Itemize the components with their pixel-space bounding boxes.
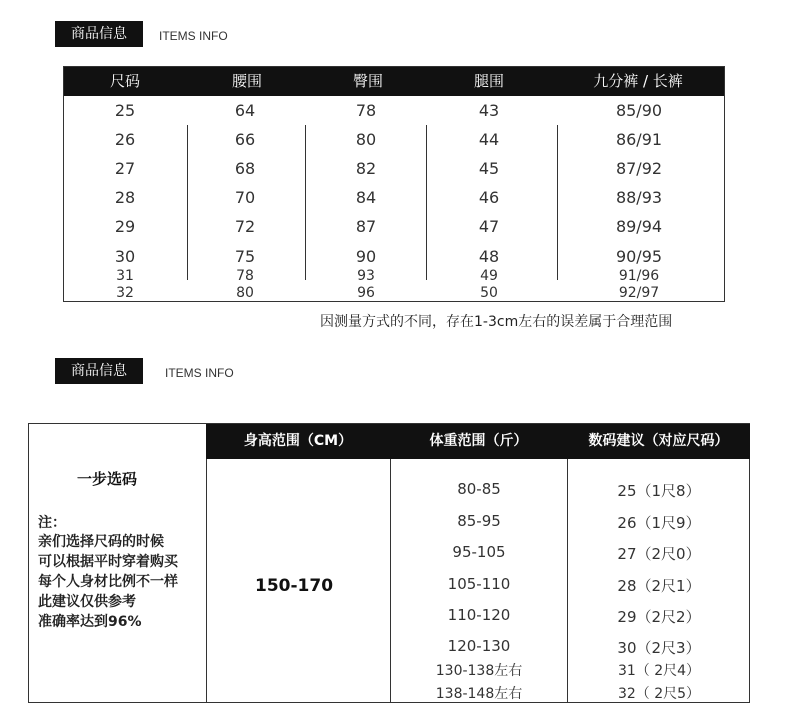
cell-waist: 78 — [236, 268, 254, 284]
weight-range-cell: 80-85 — [457, 480, 501, 498]
cell-waist: 72 — [234, 217, 256, 236]
cell-length: 85/90 — [615, 101, 663, 120]
header-weight-range: 体重范围（斤） — [390, 424, 567, 459]
cell-thigh: 49 — [480, 268, 498, 284]
section-tag: 商品信息 — [55, 358, 143, 384]
table-header — [64, 67, 724, 96]
cell-hip: 80 — [355, 130, 377, 149]
cell-thigh: 50 — [480, 285, 498, 301]
weight-range-cell: 85-95 — [457, 512, 501, 530]
header-length: 九分裤 / 长裤 — [593, 72, 683, 90]
size-suggestion-cell: 30（2尺3） — [617, 639, 701, 657]
size-suggestion-cell: 25（1尺8） — [617, 482, 701, 500]
size-suggestion-cell: 27（2尺0） — [617, 545, 701, 563]
cell-length: 90/95 — [615, 247, 663, 266]
size-suggestion-cell: 28（2尺1） — [617, 577, 701, 595]
weight-range-cell: 105-110 — [447, 575, 511, 593]
note-line: 亲们选择尺码的时候 — [38, 534, 164, 550]
quick-pick-title: 一步选码 — [77, 470, 138, 488]
header-waist: 腰围 — [231, 72, 262, 90]
header-height-range: 身高范围（CM） — [206, 424, 390, 459]
cell-waist: 75 — [234, 247, 256, 266]
cell-waist: 66 — [234, 130, 256, 149]
column-divider — [187, 125, 188, 280]
cell-length: 91/96 — [618, 268, 660, 284]
cell-thigh: 47 — [478, 217, 500, 236]
cell-size: 29 — [114, 217, 136, 236]
cell-waist: 80 — [236, 285, 254, 301]
column-divider — [557, 125, 558, 280]
size-suggestion-cell: 32（ 2尺5） — [617, 686, 701, 702]
cell-waist: 64 — [234, 101, 256, 120]
note-line: 注： — [38, 515, 66, 531]
cell-length: 86/91 — [615, 130, 663, 149]
cell-hip: 82 — [355, 159, 377, 178]
note-line: 可以根据平时穿着购买 — [38, 554, 178, 570]
cell-size: 25 — [114, 101, 136, 120]
cell-size: 32 — [116, 285, 134, 301]
cell-waist: 70 — [234, 188, 256, 207]
cell-thigh: 45 — [478, 159, 500, 178]
cell-hip: 84 — [355, 188, 377, 207]
section-subtitle: ITEMS INFO — [165, 366, 234, 380]
cell-hip: 93 — [357, 268, 375, 284]
cell-size: 26 — [114, 130, 136, 149]
cell-waist: 68 — [234, 159, 256, 178]
cell-size: 28 — [114, 188, 136, 207]
cell-hip: 78 — [355, 101, 377, 120]
size-suggestion-cell: 31（ 2尺4） — [617, 663, 701, 679]
cell-length: 89/94 — [615, 217, 663, 236]
cell-size: 27 — [114, 159, 136, 178]
weight-range-cell: 120-130 — [447, 637, 511, 655]
cell-length: 88/93 — [615, 188, 663, 207]
cell-hip: 96 — [357, 285, 375, 301]
note-line: 每个人身材比例不一样 — [38, 574, 178, 590]
cell-thigh: 44 — [478, 130, 500, 149]
weight-range-cell: 110-120 — [447, 606, 511, 624]
cell-size: 30 — [114, 247, 136, 266]
note-line: 准确率达到96% — [38, 614, 142, 630]
measurement-note: 因测量方式的不同，存在1-3cm左右的误差属于合理范围 — [320, 314, 673, 330]
column-divider — [206, 459, 207, 703]
weight-range-cell: 130-138左右 — [435, 663, 523, 679]
cell-size: 31 — [116, 268, 134, 284]
note-line: 此建议仅供参考 — [38, 594, 136, 610]
cell-length: 92/97 — [618, 285, 660, 301]
column-divider — [426, 125, 427, 280]
size-suggestion-cell: 26（1尺9） — [617, 514, 701, 532]
cell-thigh: 46 — [478, 188, 500, 207]
header-size-suggestion: 数码建议（对应尺码） — [567, 424, 750, 459]
header-size: 尺码 — [109, 72, 140, 90]
cell-length: 87/92 — [615, 159, 663, 178]
cell-hip: 87 — [355, 217, 377, 236]
height-range-value: 150-170 — [255, 576, 334, 596]
header-hip: 臀围 — [352, 72, 383, 90]
size-suggestion-cell: 29（2尺2） — [617, 608, 701, 626]
column-divider — [305, 125, 306, 280]
section-tag: 商品信息 — [55, 21, 143, 47]
cell-thigh: 48 — [478, 247, 500, 266]
size-recommendation-table — [28, 423, 750, 703]
size-measurement-table — [63, 66, 725, 302]
header-thigh: 腿围 — [473, 72, 504, 90]
cell-hip: 90 — [355, 247, 377, 266]
weight-range-cell: 95-105 — [452, 543, 506, 561]
cell-thigh: 43 — [478, 101, 500, 120]
section-subtitle: ITEMS INFO — [159, 29, 228, 43]
weight-range-cell: 138-148左右 — [435, 686, 523, 702]
